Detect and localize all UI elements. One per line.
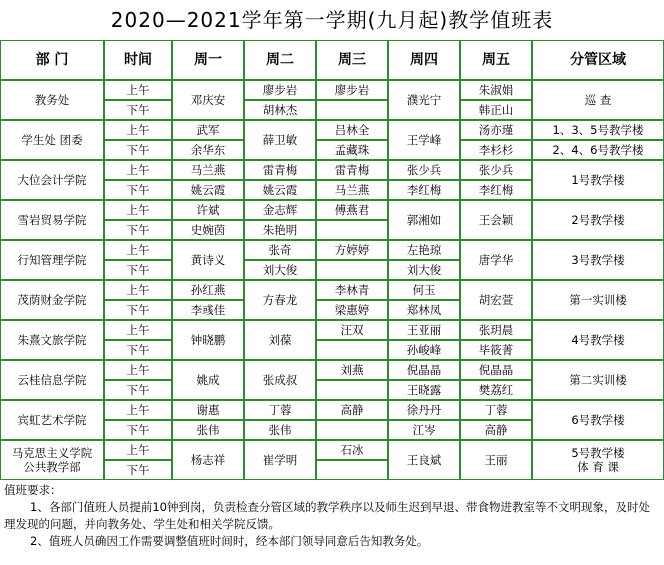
time-cell: 上午 (104, 320, 172, 340)
area-cell: 1号教学楼 (532, 160, 664, 200)
col-header: 部 门 (0, 40, 104, 80)
duty-cell: 傅燕君 (316, 200, 388, 220)
col-header: 周一 (172, 40, 244, 80)
duty-cell: 钟晓鹏 (172, 320, 244, 360)
duty-cell (316, 100, 388, 120)
duty-cell (316, 460, 388, 480)
duty-cell: 余华东 (172, 140, 244, 160)
duty-cell: 孟藏珠 (316, 140, 388, 160)
time-cell: 下午 (104, 300, 172, 320)
duty-cell: 何玉 (388, 280, 460, 300)
duty-requirements (4, 482, 660, 550)
duty-cell: 雷青梅 (316, 160, 388, 180)
time-cell: 下午 (104, 340, 172, 360)
duty-cell: 姚云霞 (244, 180, 316, 200)
duty-cell (316, 260, 388, 280)
duty-cell: 刘燕 (316, 360, 388, 380)
duty-cell: 毕筱菁 (460, 340, 532, 360)
duty-cell: 史婉茵 (172, 220, 244, 240)
duty-cell: 李林青 (316, 280, 388, 300)
area-cell: 4号教学楼 (532, 320, 664, 360)
duty-cell: 左艳琼 (388, 240, 460, 260)
duty-cell: 姚成 (172, 360, 244, 400)
time-cell: 上午 (104, 200, 172, 220)
time-cell: 上午 (104, 360, 172, 380)
duty-cell: 杨志祥 (172, 440, 244, 480)
duty-cell: 张伟 (172, 420, 244, 440)
duty-cell: 石冰 (316, 440, 388, 460)
duty-cell: 张少兵 (388, 160, 460, 180)
duty-cell: 张玥晨 (460, 320, 532, 340)
time-cell: 上午 (104, 80, 172, 100)
duty-cell: 王丽 (460, 440, 532, 480)
duty-cell: 朱淑娟 (460, 80, 532, 100)
page-title: 2020—2021学年第一学期(九月起)教学值班表 (110, 8, 554, 32)
time-cell: 上午 (104, 400, 172, 420)
notes-heading: 值班要求： (4, 483, 62, 497)
department-cell: 大位会计学院 (0, 160, 104, 200)
col-header: 周二 (244, 40, 316, 80)
duty-cell: 郭湘如 (388, 200, 460, 240)
time-cell: 上午 (104, 240, 172, 260)
duty-schedule-table (0, 40, 664, 478)
duty-cell: 廖步岩 (244, 80, 316, 100)
department-cell: 朱熹文旅学院 (0, 320, 104, 360)
duty-cell: 方春龙 (244, 280, 316, 320)
col-header: 周三 (316, 40, 388, 80)
area-cell: 1、3、5号教学楼 (532, 120, 664, 140)
col-header: 分管区域 (532, 40, 664, 80)
department-cell: 行知管理学院 (0, 240, 104, 280)
duty-cell (316, 340, 388, 360)
duty-cell: 胡宏萱 (460, 280, 532, 320)
duty-cell: 王亚丽 (388, 320, 460, 340)
area-cell: 第二实训楼 (532, 360, 664, 400)
area-cell: 6号教学楼 (532, 400, 664, 440)
duty-cell: 唐学华 (460, 240, 532, 280)
duty-cell: 王会颖 (460, 200, 532, 240)
duty-cell: 武军 (172, 120, 244, 140)
duty-cell: 高静 (460, 420, 532, 440)
duty-cell: 黄诗义 (172, 240, 244, 280)
duty-cell: 濮光宁 (388, 80, 460, 120)
time-cell: 下午 (104, 420, 172, 440)
time-cell: 上午 (104, 120, 172, 140)
duty-cell: 张伟 (244, 420, 316, 440)
duty-cell: 雷青梅 (244, 160, 316, 180)
time-cell: 下午 (104, 220, 172, 240)
note-item-2: 2、值班人员确因工作需要调整值班时间时，经本部门领导同意后告知教务处。 (30, 534, 429, 548)
duty-cell: 王晓露 (388, 380, 460, 400)
duty-cell: 李彧佳 (172, 300, 244, 320)
duty-cell: 谢惠 (172, 400, 244, 420)
duty-cell: 高静 (316, 400, 388, 420)
duty-cell (316, 420, 388, 440)
duty-cell: 刘大俊 (244, 260, 316, 280)
time-cell: 下午 (104, 140, 172, 160)
col-header: 周四 (388, 40, 460, 80)
duty-cell: 江岑 (388, 420, 460, 440)
duty-cell: 徐丹丹 (388, 400, 460, 420)
department-cell: 宾虹艺术学院 (0, 400, 104, 440)
duty-cell: 张少兵 (460, 160, 532, 180)
duty-cell: 樊荔红 (460, 380, 532, 400)
duty-cell: 刘大俊 (388, 260, 460, 280)
department-cell: 茂荫财金学院 (0, 280, 104, 320)
duty-cell (316, 220, 388, 240)
duty-cell: 倪晶晶 (388, 360, 460, 380)
area-cell: 3号教学楼 (532, 240, 664, 280)
duty-cell: 韩正山 (460, 100, 532, 120)
duty-cell: 李红梅 (388, 180, 460, 200)
department-cell: 云桂信息学院 (0, 360, 104, 400)
duty-cell: 刘葆 (244, 320, 316, 360)
area-cell: 5号教学楼 体 育 课 (532, 440, 664, 480)
area-cell: 2号教学楼 (532, 200, 664, 240)
duty-cell: 朱艳明 (244, 220, 316, 240)
area-cell: 第一实训楼 (532, 280, 664, 320)
duty-cell: 王良斌 (388, 440, 460, 480)
duty-cell: 廖步岩 (316, 80, 388, 100)
time-cell: 下午 (104, 460, 172, 480)
duty-cell: 方婷婷 (316, 240, 388, 260)
time-cell: 上午 (104, 440, 172, 460)
duty-cell: 李杉杉 (460, 140, 532, 160)
duty-cell: 汪双 (316, 320, 388, 340)
time-cell: 下午 (104, 380, 172, 400)
duty-cell: 丁蓉 (244, 400, 316, 420)
duty-cell: 孙红燕 (172, 280, 244, 300)
area-cell: 巡 查 (532, 80, 664, 120)
duty-cell: 邓庆安 (172, 80, 244, 120)
department-cell: 学生处 团委 (0, 120, 104, 160)
duty-cell: 金志辉 (244, 200, 316, 220)
duty-cell: 薛卫敏 (244, 120, 316, 160)
duty-cell: 孙峻峰 (388, 340, 460, 360)
time-cell: 下午 (104, 180, 172, 200)
duty-cell: 马兰燕 (316, 180, 388, 200)
duty-cell: 许斌 (172, 200, 244, 220)
col-header: 周五 (460, 40, 532, 80)
department-cell: 马克思主义学院 公共教学部 (0, 440, 104, 480)
duty-cell: 张奇 (244, 240, 316, 260)
duty-cell: 崔学明 (244, 440, 316, 480)
time-cell: 上午 (104, 280, 172, 300)
time-cell: 下午 (104, 260, 172, 280)
duty-cell: 姚云霞 (172, 180, 244, 200)
duty-cell: 汤亦瑾 (460, 120, 532, 140)
duty-cell: 李红梅 (460, 180, 532, 200)
duty-cell (316, 380, 388, 400)
duty-cell: 倪晶晶 (460, 360, 532, 380)
duty-cell: 胡林杰 (244, 100, 316, 120)
col-header: 时间 (104, 40, 172, 80)
duty-cell: 吕林全 (316, 120, 388, 140)
duty-cell: 王学峰 (388, 120, 460, 160)
duty-cell: 丁蓉 (460, 400, 532, 420)
duty-cell: 张成叔 (244, 360, 316, 400)
duty-cell: 郑林凤 (388, 300, 460, 320)
time-cell: 上午 (104, 160, 172, 180)
time-cell: 下午 (104, 100, 172, 120)
duty-cell: 马兰燕 (172, 160, 244, 180)
area-cell: 2、4、6号教学楼 (532, 140, 664, 160)
duty-cell: 梁惠婷 (316, 300, 388, 320)
department-cell: 教务处 (0, 80, 104, 120)
department-cell: 雪岩贸易学院 (0, 200, 104, 240)
note-item-1: 1、各部门值班人员提前10钟到岗，负责检查分管区域的教学秩序以及师生迟到早退、带食物进教室等不文明现象，及时处理发现的问题，并向教务处、学生处和相关学院反馈。 (4, 500, 650, 531)
